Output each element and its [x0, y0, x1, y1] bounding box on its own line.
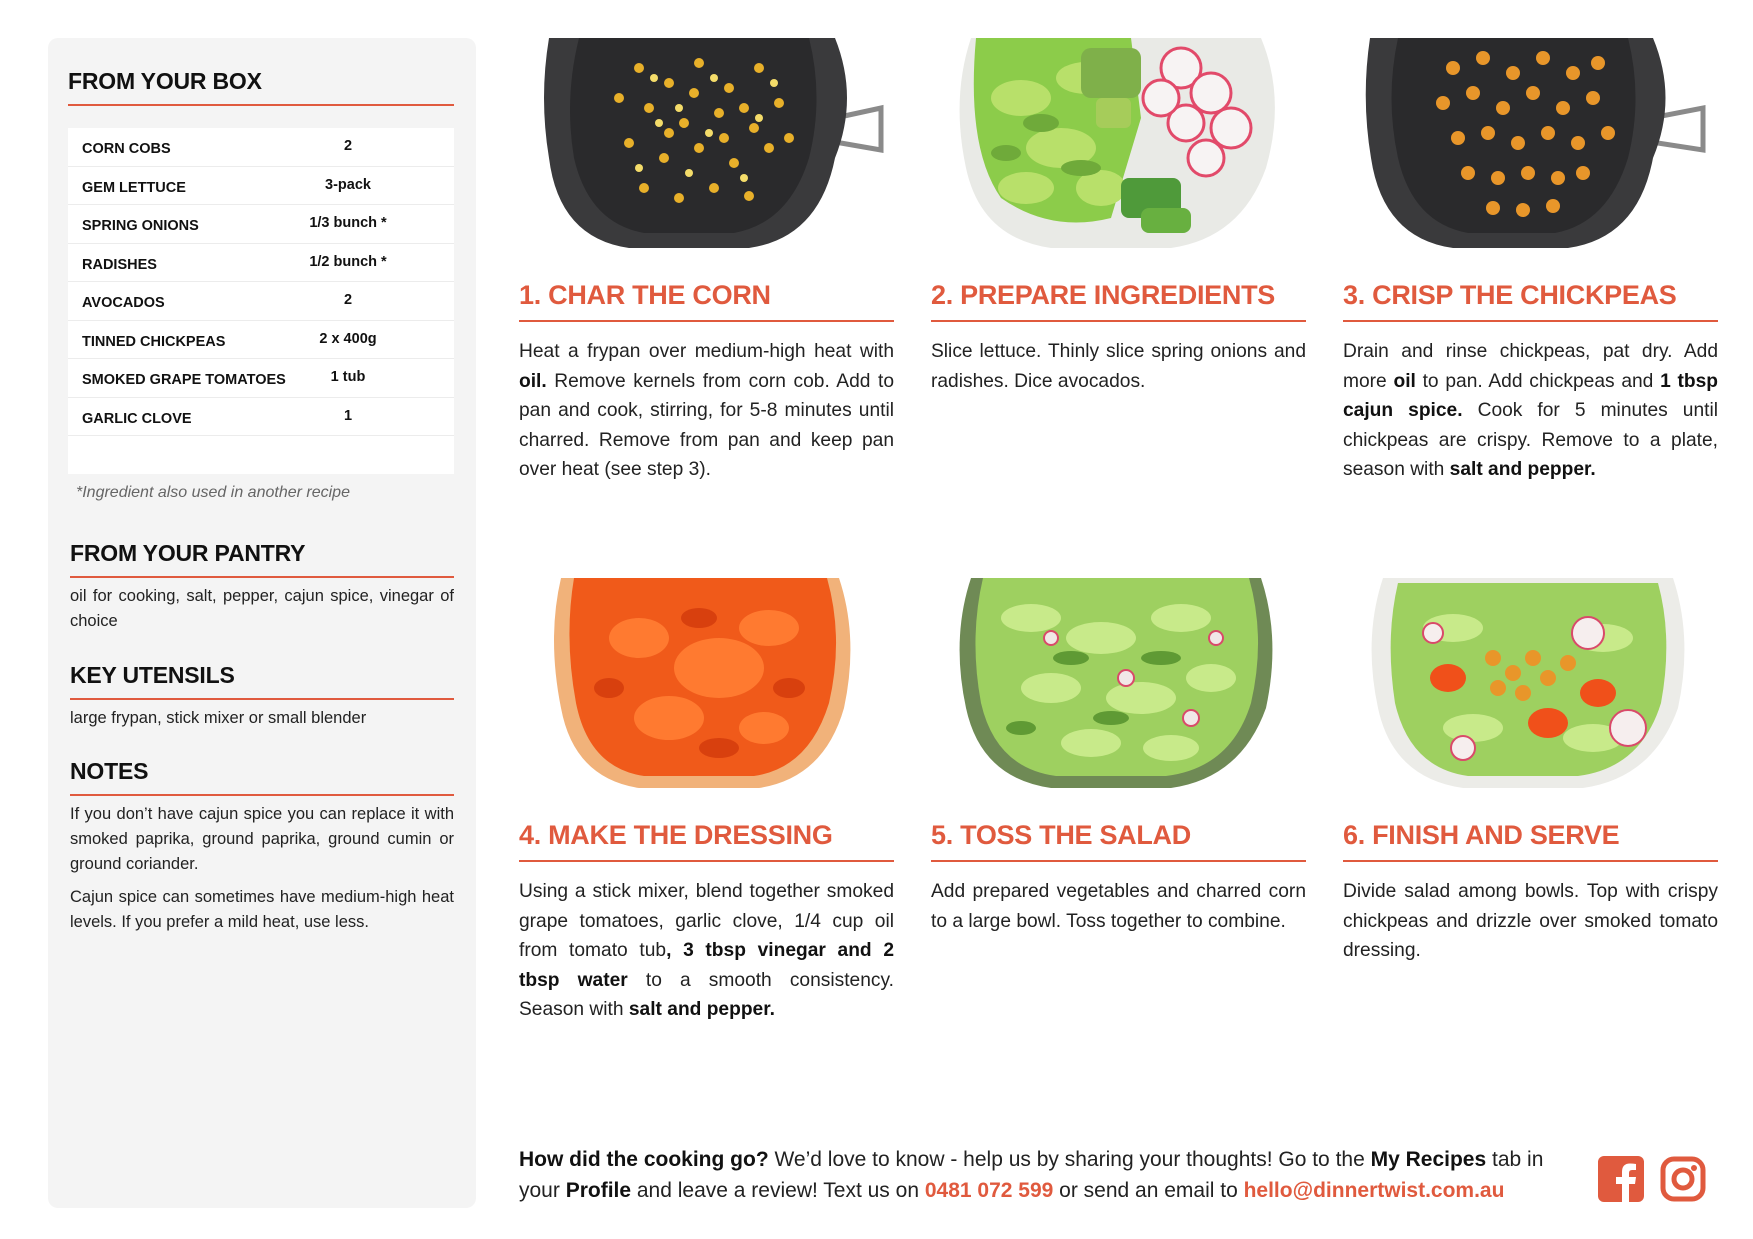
text-run: Remove kernels from corn cob. Add to pan and cook, stirring, for 5-8 minutes until charred. Remove from pan and keep pan over heat (see step 3).	[519, 370, 894, 480]
step-5-text: Add prepared vegetables and charred corn to a large bowl. Toss together to combine.	[931, 881, 1306, 932]
step-4-rule	[519, 860, 894, 862]
email-link[interactable]: hello@dinnertwist.com.au	[1243, 1179, 1505, 1202]
text-run: Using a stick mixer, blend together smoked grape tomatoes, garlic clove, 1/4 cup oil from tomato tub	[519, 881, 894, 961]
pantry-rule	[70, 576, 454, 578]
step-3-image	[1343, 38, 1718, 248]
footer-text: and leave a review! Text us on	[631, 1179, 925, 1202]
text-run-bold: oil	[1393, 370, 1416, 392]
ingredient-name: GEM LETTUCE	[82, 179, 186, 196]
ingredient-qty: 1/2 bunch *	[309, 253, 387, 270]
ingredient-name: CORN COBS	[82, 141, 171, 157]
ingredient-qty: 2	[343, 292, 353, 308]
step-5-rule	[931, 860, 1306, 862]
footer-text: or send an email to	[1053, 1179, 1244, 1202]
ingredient-row	[68, 359, 454, 398]
ingredient-qty: 2	[343, 138, 353, 154]
text-run-bold: , 3 tbsp vinegar and 2 tbsp water	[519, 940, 894, 991]
profile-link[interactable]: Profile	[565, 1179, 632, 1202]
text-run: Heat a frypan over medium-high heat with	[519, 341, 894, 362]
ingredient-row	[68, 398, 454, 437]
ingredient-row	[68, 244, 454, 283]
step-4-image	[519, 578, 894, 788]
ingredient-qty: 2 x 400g	[319, 330, 377, 347]
ingredients-panel	[48, 38, 476, 1208]
ingredient-name: RADISHES	[82, 256, 157, 273]
footer-text: We’d love to know - help us by sharing your thoughts! Go to the	[768, 1148, 1371, 1171]
step-6-title: 6. FINISH AND SERVE	[1343, 820, 1620, 850]
ingredient-note: *Ingredient also used in another recipe	[76, 484, 350, 501]
step-6-image	[1343, 578, 1718, 788]
footer-text: tab in your	[519, 1148, 1544, 1202]
feedback-footer	[519, 1144, 1579, 1206]
step-6-text: Divide salad among bowls. Top with crispy chickpeas and drizzle over smoked tomato dressing.	[1343, 881, 1718, 961]
ingredient-row	[68, 128, 454, 167]
notes-heading: NOTES	[70, 758, 149, 784]
utensils-heading: KEY UTENSILS	[70, 662, 235, 688]
facebook-icon[interactable]	[1598, 1156, 1644, 1202]
step-2-title: 2. PREPARE INGREDIENTS	[931, 280, 1275, 310]
step-2-text: Slice lettuce. Thinly slice spring onions and radishes. Dice avocados.	[931, 341, 1306, 392]
step-1-image	[519, 38, 894, 248]
notes-text-2: Cajun spice can sometimes have medium-high heat levels. If you prefer a mild heat, use less.	[70, 888, 454, 931]
pantry-heading: FROM YOUR PANTRY	[70, 540, 306, 566]
ingredient-row	[68, 321, 454, 360]
step-5-image	[931, 578, 1306, 788]
box-heading: FROM YOUR BOX	[68, 68, 262, 94]
text-run: Cook for 5 minutes until chickpeas are crispy. Remove to a plate, season with	[1343, 400, 1718, 480]
text-run-bold: 1 tbsp cajun spice.	[1343, 370, 1719, 421]
ingredient-qty: 1 tub	[330, 369, 366, 385]
notes-text-1: If you don’t have cajun spice you can replace it with smoked paprika, ground paprika, ground cumin or ground coriander.	[70, 805, 454, 873]
step-5-title: 5. TOSS THE SALAD	[931, 820, 1191, 850]
step-1-text	[519, 337, 894, 485]
step-4-text	[519, 877, 894, 1025]
utensils-text: large frypan, stick mixer or small blender	[70, 709, 367, 727]
pantry-text: oil for cooking, salt, pepper, cajun spice, vinegar of choice	[70, 587, 454, 630]
text-run-bold: oil.	[519, 370, 547, 392]
my-recipes-link[interactable]: My Recipes	[1370, 1148, 1487, 1171]
phone-link[interactable]: 0481 072 599	[924, 1179, 1054, 1202]
box-heading-rule	[68, 104, 454, 106]
ingredient-qty: 1/3 bunch *	[309, 215, 387, 231]
step-6-rule	[1343, 860, 1718, 862]
step-2-rule	[931, 320, 1306, 322]
step-1-title: 1. CHAR THE CORN	[519, 280, 771, 310]
step-3-text	[1343, 337, 1718, 485]
ingredient-name: GARLIC CLOVE	[82, 410, 192, 427]
step-3-rule	[1343, 320, 1718, 322]
ingredient-row	[68, 167, 454, 206]
utensils-rule	[70, 698, 454, 700]
footer-question: How did the cooking go?	[519, 1148, 769, 1171]
notes-rule	[70, 794, 454, 796]
ingredient-row	[68, 282, 454, 321]
instagram-icon[interactable]	[1660, 1156, 1706, 1202]
step-2-image	[931, 38, 1306, 248]
text-run: to a smooth consistency. Season with	[519, 969, 894, 1020]
ingredients-table	[68, 128, 454, 474]
text-run-bold: salt and pepper.	[1449, 459, 1596, 480]
text-run-bold: salt and pepper.	[628, 999, 775, 1020]
ingredient-qty: 1	[343, 407, 353, 424]
step-1-rule	[519, 320, 894, 322]
ingredient-name: TINNED CHICKPEAS	[82, 333, 226, 350]
ingredient-name: SMOKED GRAPE TOMATOES	[82, 372, 286, 388]
step-4-title: 4. MAKE THE DRESSING	[519, 820, 833, 850]
text-run: Drain and rinse chickpeas, pat dry. Add more	[1343, 341, 1718, 392]
text-run: to pan. Add chickpeas and	[1415, 370, 1661, 392]
ingredient-name: SPRING ONIONS	[82, 218, 199, 234]
ingredient-row	[68, 205, 454, 244]
ingredient-qty: 3-pack	[325, 176, 371, 193]
step-3-title: 3. CRISP THE CHICKPEAS	[1343, 280, 1677, 310]
ingredient-name: AVOCADOS	[82, 295, 165, 311]
